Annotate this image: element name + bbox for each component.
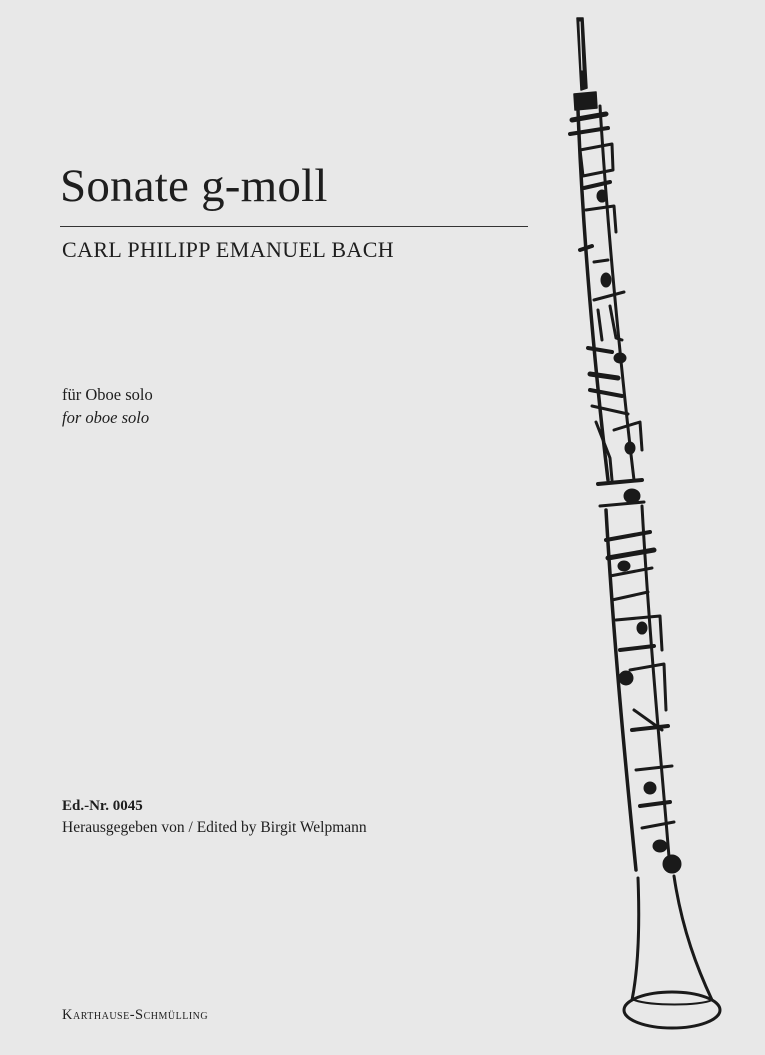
title-rule <box>60 226 528 227</box>
instrumentation-german: für Oboe solo <box>62 385 153 404</box>
publisher-name: Karthause-Schmülling <box>62 1007 209 1023</box>
composer-name: CARL PHILIPP EMANUEL BACH <box>62 237 395 262</box>
oboe-illustration <box>550 10 740 1040</box>
instrumentation-english: for oboe solo <box>62 408 150 427</box>
page-title: Sonate g-moll <box>60 160 328 212</box>
edition-number: Ed.-Nr. 0045 <box>62 798 143 814</box>
editor-credit: Herausgegeben von / Edited by Birgit Welpmann <box>62 819 367 836</box>
